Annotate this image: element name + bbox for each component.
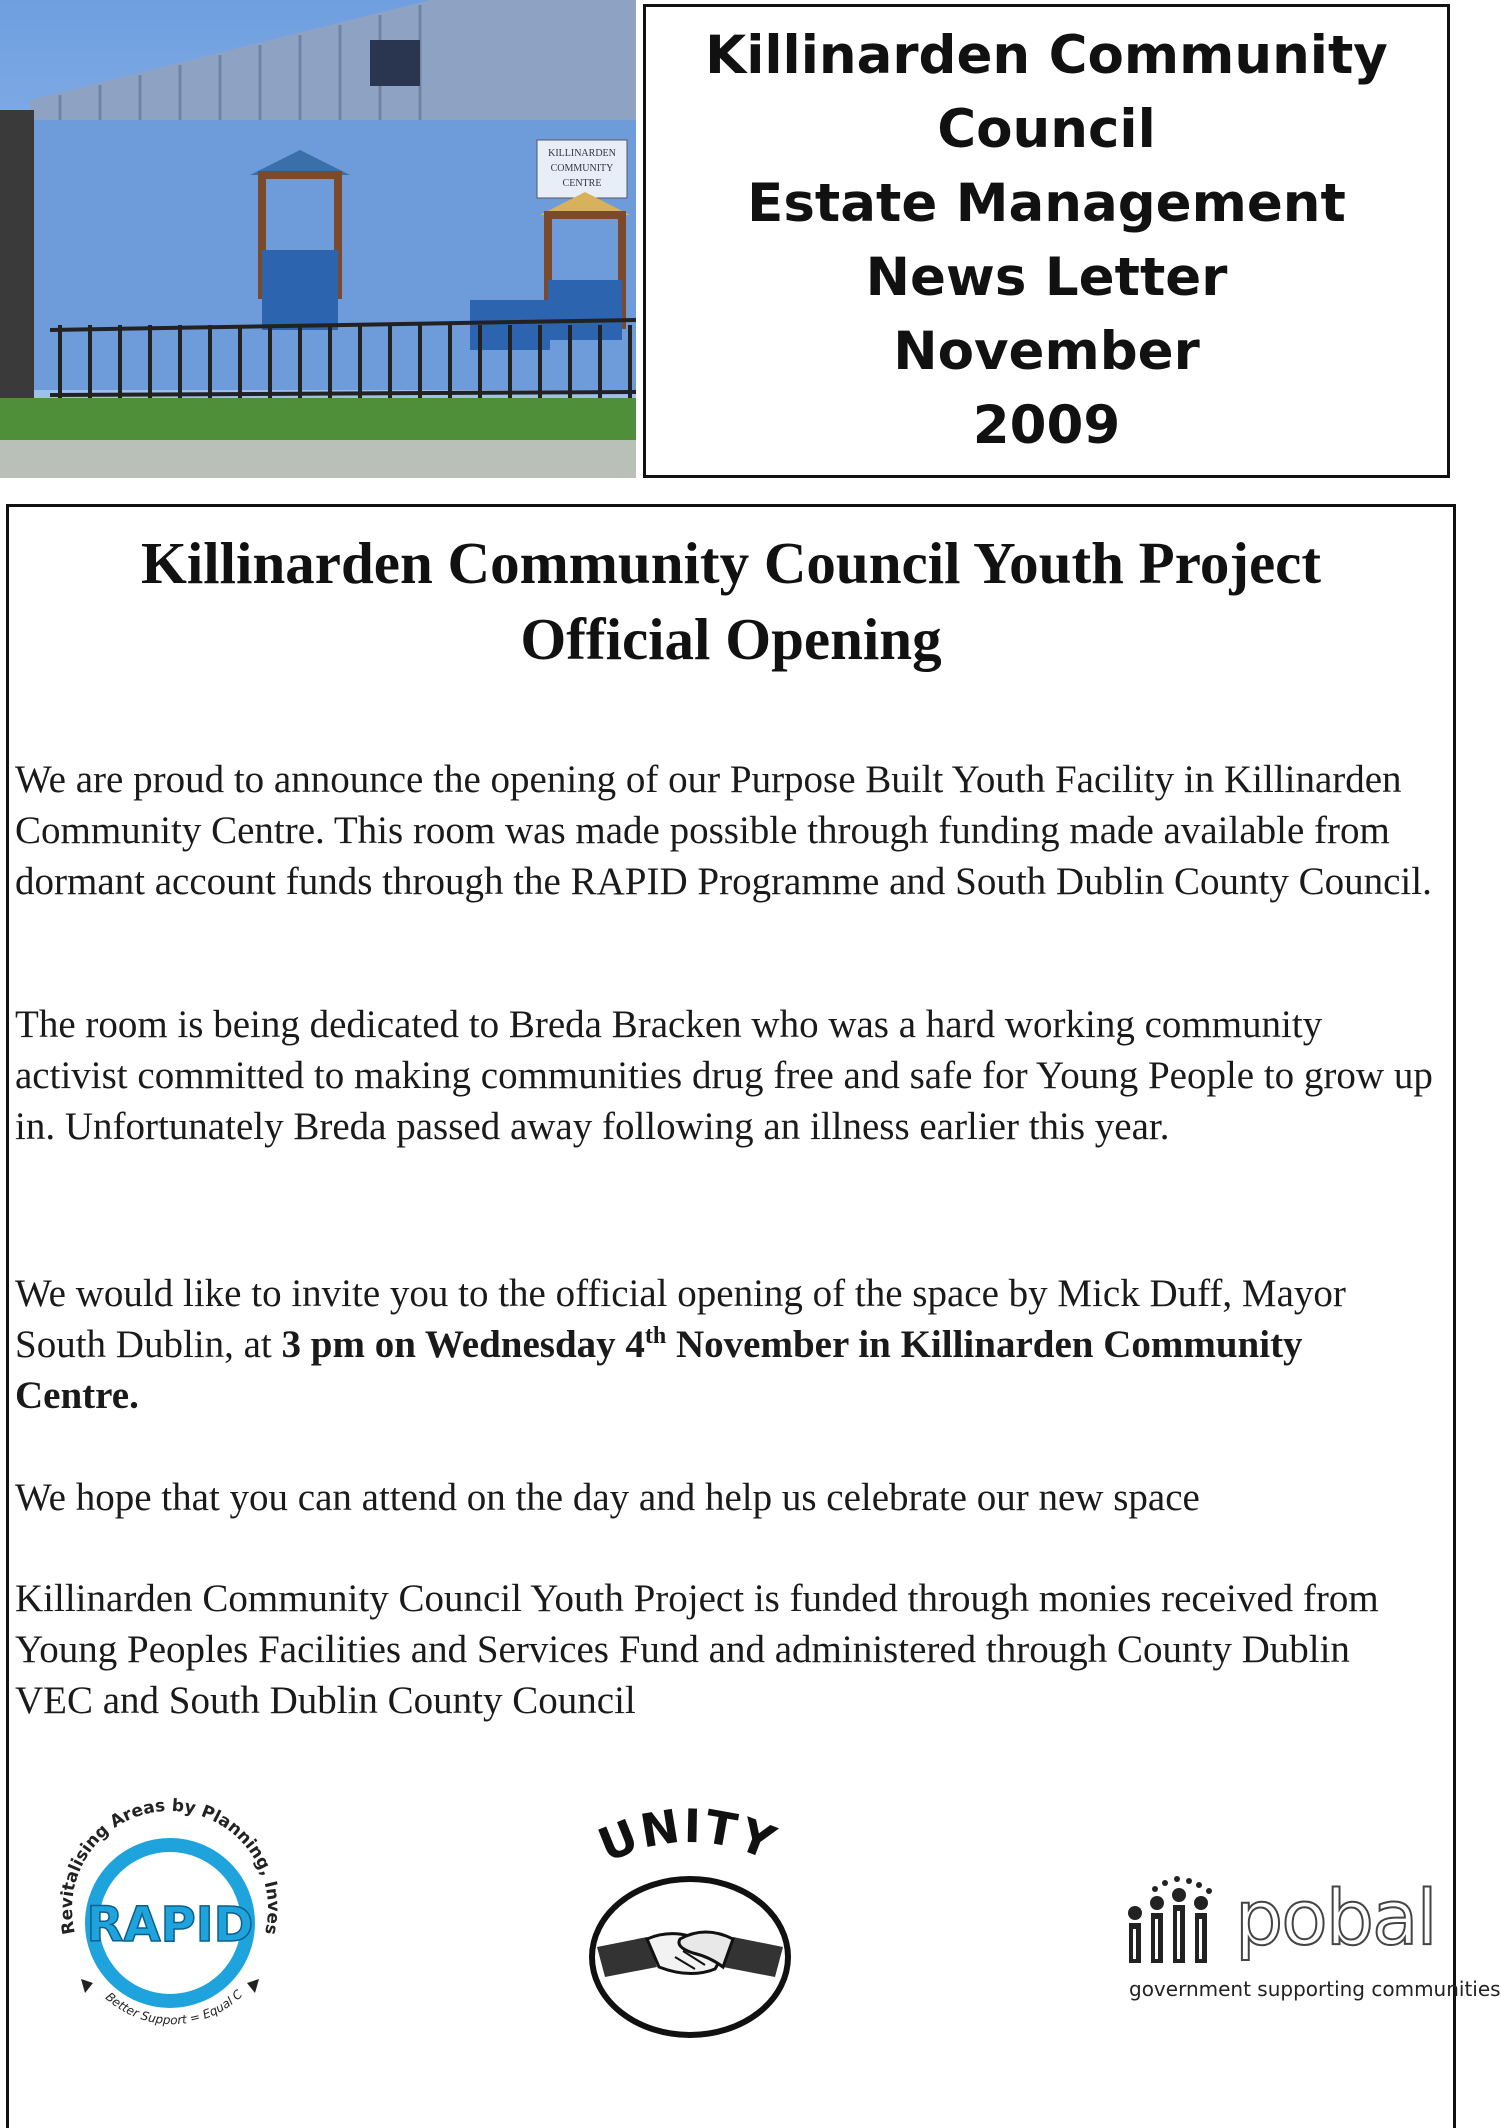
- paragraph-announcement: We are proud to announce the opening of our Purpose Built Youth Facility in Killinarden Community Centre. This room was made possible through funding made available from dormant account funds through the RAPID Programme and South Dublin County Council.: [15, 758, 1432, 903]
- paragraph-invitation: [15, 1268, 1435, 1421]
- title-line-4: News Letter: [865, 247, 1228, 308]
- sign-line-3: CENTRE: [562, 178, 602, 189]
- paragraph-hope: We hope that you can attend on the day and help us celebrate our new space: [15, 1476, 1200, 1519]
- sign-line-1: KILLINARDEN: [548, 148, 616, 159]
- paragraph-dedication: The room is being dedicated to Breda Bracken who was a hard working community activist committed to making communities drug free and safe for Young People to grow up in. Unfortunately Breda passed away following an illness earlier this year.: [15, 1003, 1433, 1148]
- heading-line-2: Official Opening: [520, 606, 942, 672]
- rapid-logo-graphic: [45, 1783, 295, 2033]
- rapid-arc-text: Revitalising Areas by Planning, Inves: [56, 1795, 284, 1937]
- unity-logo-graphic: [575, 1797, 805, 2047]
- paragraph-funding: Killinarden Community Council Youth Project is funded through monies received from Young Peoples Facilities and Services Fund and administered through County Dublin VEC and South Dublin County Council: [15, 1577, 1379, 1722]
- pobal-wordmark: pobal: [1235, 1873, 1436, 1962]
- sign-line-2: COMMUNITY: [550, 163, 614, 174]
- unity-name: UNITY: [590, 1798, 784, 1873]
- newsletter-title-box: [643, 4, 1450, 478]
- invitation-lead: We would like to invite you to the official opening of the space by Mick Duff, Mayor South Dublin, at: [15, 1272, 1346, 1366]
- invitation-ordinal: th: [644, 1323, 667, 1349]
- title-line-5: November: [893, 321, 1200, 382]
- pobal-logo: [1115, 1873, 1501, 2013]
- people-dots-icon: [1115, 1873, 1225, 1973]
- article-heading: [9, 525, 1453, 677]
- rapid-logo: [45, 1783, 295, 2033]
- building-illustration: [0, 0, 636, 478]
- invitation-time: 3 pm on Wednesday 4: [281, 1323, 645, 1366]
- pobal-tagline: government supporting communities: [1129, 1977, 1501, 2001]
- community-centre-photo: [0, 0, 636, 478]
- unity-logo: [575, 1797, 805, 2047]
- title-line-6: 2009: [972, 395, 1121, 456]
- article-box: [6, 504, 1501, 2128]
- invitation-place: November in Killinarden Community Centre.: [15, 1323, 1303, 1417]
- title-line-2: Council: [937, 99, 1156, 160]
- rapid-name: RAPID: [86, 1897, 254, 1953]
- title-line-3: Estate Management: [747, 173, 1346, 234]
- heading-line-1: Killinarden Community Council Youth Project: [140, 530, 1322, 596]
- rapid-bottom-text: Better Support = Equal C: [102, 1987, 246, 2028]
- title-line-1: Killinarden Community: [705, 25, 1388, 86]
